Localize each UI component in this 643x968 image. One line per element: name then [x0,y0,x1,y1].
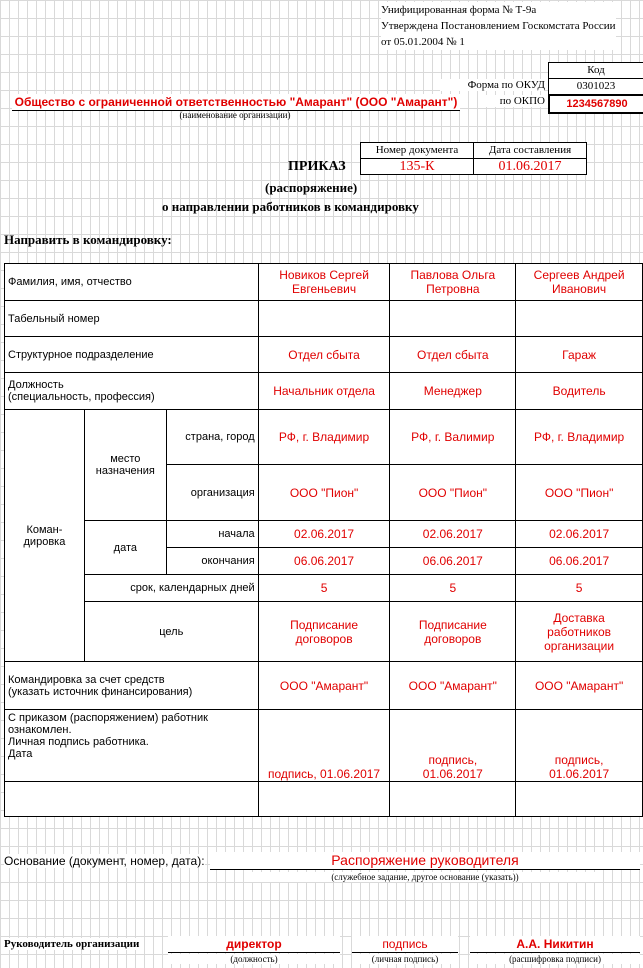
employee-1-start: 02.06.2017 [258,521,390,548]
fio-label: Фамилия, имя, отчество [5,264,259,301]
funding-label: Командировка за счет средств (указать источник финансирования) [5,662,259,710]
document-title: ПРИКАЗ [288,159,346,174]
basis-caption: (служебное задание, другое основание (указать)) [250,872,600,882]
employee-3-organization: ООО "Пион" [516,465,643,521]
okud-label: Форма по ОКУД [440,79,545,91]
destination-label: место назначения [84,410,166,521]
empty-cell [516,782,643,817]
head-name-caption: (расшифровка подписи) [470,954,640,964]
document-number-label: Номер документа [361,143,474,159]
employee-3-signature: подпись, 01.06.2017 [516,710,643,782]
date-label: дата [84,521,166,575]
table-row [5,662,643,710]
table-row [5,301,643,337]
employee-1-days: 5 [258,575,390,602]
employee-2-purpose: Подписание договоров [390,602,516,662]
trip-label: Коман- дировка [5,410,85,662]
empty-cell [5,782,259,817]
end-label: окончания [166,548,258,575]
employee-3-funding: ООО "Амарант" [516,662,643,710]
form-header-line: Унифицированная форма № Т-9а [381,4,537,16]
document-number-date-table [360,142,587,175]
employee-3-start: 02.06.2017 [516,521,643,548]
head-position: директор [168,936,340,953]
document-date-label: Дата составления [474,143,587,159]
employee-2-days: 5 [390,575,516,602]
employee-1-position: Начальник отдела [258,373,390,410]
table-row [5,575,643,602]
empty-cell [390,782,516,817]
employee-3-position: Водитель [516,373,643,410]
head-label: Руководитель организации [4,938,140,950]
table-row [5,264,643,301]
code-column-header: Код [548,62,643,79]
department-label: Структурное подразделение [5,337,259,373]
employee-1-name: Новиков Сергей Евгеньевич [258,264,390,301]
employee-2-start: 02.06.2017 [390,521,516,548]
form-header-line: от 05.01.2004 № 1 [381,36,465,48]
employee-2-funding: ООО "Амарант" [390,662,516,710]
organization-caption: (наименование организации) [179,110,291,120]
table-row [5,602,643,662]
table-row [5,521,643,548]
duration-label: срок, календарных дней [84,575,258,602]
country-city-label: страна, город [166,410,258,465]
table-row [5,373,643,410]
head-signature-caption: (личная подпись) [352,954,458,964]
employee-1-organization: ООО "Пион" [258,465,390,521]
employee-3-department: Гараж [516,337,643,373]
table-row [5,410,643,465]
head-name: А.А. Никитин [470,936,640,953]
employee-1-signature: подпись, 01.06.2017 [258,710,390,782]
purpose-label: цель [84,602,258,662]
empty-cell [258,782,390,817]
form-header-line: Утверждена Постановлением Госкомстата России [381,20,616,32]
table-row [5,710,643,782]
document-subtitle: (распоряжение) [265,180,358,195]
employee-3-name: Сергеев Андрей Иванович [516,264,643,301]
employee-3-tab-number [516,301,643,337]
table-row [5,337,643,373]
acknowledgement-label: С приказом (распоряжением) работник ознакомлен. Личная подпись работника. Дата [5,710,259,782]
document-date: 01.06.2017 [474,159,587,175]
employee-2-position: Менеджер [390,373,516,410]
employee-2-tab-number [390,301,516,337]
form-header [381,2,616,50]
employee-3-city: РФ, г. Владимир [516,410,643,465]
employee-3-end: 06.06.2017 [516,548,643,575]
employee-2-organization: ООО "Пион" [390,465,516,521]
organization-label: организация [166,465,258,521]
okud-value: 0301023 [548,78,643,95]
employee-1-tab-number [258,301,390,337]
document-number: 135-К [361,159,474,175]
basis-value: Распоряжение руководителя [210,852,640,870]
tab-number-label: Табельный номер [5,301,259,337]
employee-2-department: Отдел сбыта [390,337,516,373]
employee-2-end: 06.06.2017 [390,548,516,575]
document-about: о направлении работников в командировку [162,199,419,214]
employee-1-department: Отдел сбыта [258,337,390,373]
employee-1-funding: ООО "Амарант" [258,662,390,710]
table-row [5,782,643,817]
head-signature: подпись [352,936,458,953]
employee-2-signature: подпись, 01.06.2017 [390,710,516,782]
send-label: Направить в командировку: [4,232,172,247]
position-label: Должность (специальность, профессия) [5,373,259,410]
start-label: начала [166,521,258,548]
employee-1-purpose: Подписание договоров [258,602,390,662]
employee-2-name: Павлова Ольга Петровна [390,264,516,301]
organization-name: Общество с ограниченной ответственностью "Амарант" (ООО "Амарант") [12,94,460,111]
head-position-caption: (должность) [168,954,340,964]
employee-3-purpose: Доставка работников организации [516,602,643,662]
employees-table [4,263,643,817]
okpo-value: 1234567890 [548,94,643,114]
basis-label: Основание (документ, номер, дата): [4,854,205,868]
employee-1-end: 06.06.2017 [258,548,390,575]
employee-2-city: РФ, г. Валимир [390,410,516,465]
okpo-label: по ОКПО [480,95,545,107]
employee-3-days: 5 [516,575,643,602]
employee-1-city: РФ, г. Владимир [258,410,390,465]
